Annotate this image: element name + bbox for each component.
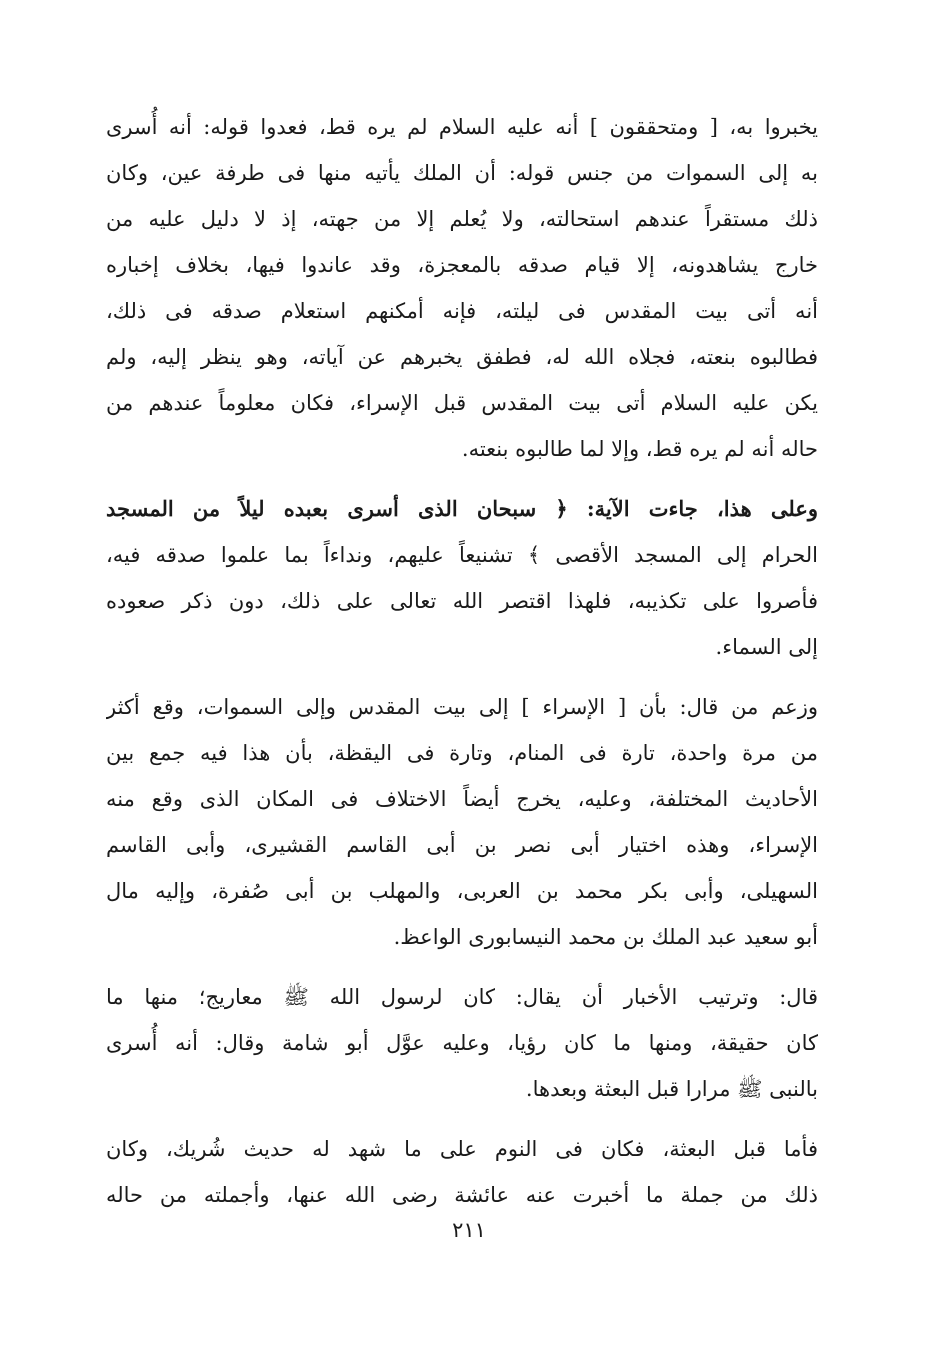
text-line: إلى السماء. [715, 635, 818, 659]
text-line: خارج يشاهدونه، إلا قيام صدقه بالمعجزة، وقد عاندوا فيها، بخلاف إخباره [106, 253, 818, 277]
text-line: ذلك من جملة ما أخبرت عنه عائشة رضى الله عنها، وأجملته من حاله [106, 1183, 818, 1207]
text-line: حاله أنه لم يره قط، وإلا لما طالبوه بنعته. [461, 437, 818, 461]
text-line: فأصروا على تكذيبه، فلهذا اقتصر الله تعالى على ذلك، دون ذكر صعوده [106, 589, 818, 613]
text-line: كان حقيقة، ومنها ما كان رؤيا، وعليه عوَّل أبو شامة وقال: أنه أُسرى [106, 1031, 818, 1055]
paragraph-4 [106, 974, 818, 1112]
text-line-quran: الحرام إلى المسجد الأقصى ﴾ تشنيعاً عليهم، ونداءاً بما علموا صدقه فيه، [106, 543, 818, 567]
text-line: أبو سعيد عبد الملك بن محمد النيسابورى الواعظ. [393, 925, 818, 949]
paragraph-1 [106, 104, 818, 472]
page-number: ٢١١ [452, 1218, 486, 1242]
text-line: يكن عليه السلام أتى بيت المقدس قبل الإسراء، فكان معلوماً عندهم من [106, 391, 818, 415]
paragraph-2 [106, 486, 818, 670]
text-line: السهيلى، وأبى بكر محمد بن العربى، والمهلب بن أبى صُفرة، وإليه مال [106, 879, 818, 903]
text-line: الإسراء، وهذه اختيار أبى نصر بن أبى القاسم القشيرى، وأبى القاسم [106, 833, 818, 857]
text-line: وزعم من قال: بأن [ الإسراء ] إلى بيت المقدس وإلى السموات، وقع أكثر [106, 695, 818, 719]
text-line: قال: وترتيب الأخبار أن يقال: كان لرسول الله ﷺ معاريج؛ منها ما [106, 985, 818, 1009]
paragraph-3 [106, 684, 818, 960]
text-line: بالنبى ﷺ مرارا قبل البعثة وبعدها. [525, 1077, 818, 1101]
body-text [106, 104, 818, 1232]
text-line-quran: وعلى هذا، جاءت الآية: ﴿ سبحان الذى أسرى بعبده ليلاً من المسجد [106, 496, 818, 521]
text-line: فطالبوه بنعته، فجلاه الله له، فطفق يخبرهم عن آياته، وهو ينظر إليه، ولم [106, 345, 818, 369]
text-line: أنه أتى بيت المقدس فى ليلته، فإنه أمكنهم استعلام صدقه فى ذلك، [106, 299, 818, 323]
text-line: ذلك مستقراً عندهم استحالته، ولا يُعلم إلا من جهته، إذ لا دليل عليه من [106, 207, 818, 231]
text-line: الأحاديث المختلفة، وعليه، يخرج أيضاً الاختلاف فى المكان الذى وقع منه [106, 787, 818, 811]
text-line: فأما قبل البعثة، فكان فى النوم على ما شهد له حديث شُريك، وكان [106, 1137, 818, 1161]
text-line: به إلى السموات من جنس قوله: أن الملك يأتيه منها فى طرفة عين، وكان [106, 161, 818, 185]
text-line: من مرة واحدة، تارة فى المنام، وتارة فى اليقظة، بأن هذا فيه جمع بين [106, 741, 818, 765]
paragraph-5 [106, 1126, 818, 1218]
text-line: يخبروا به، [ ومتحققون ] أنه عليه السلام لم يره قط، فعدوا قوله: أنه أُسرى [106, 115, 818, 139]
